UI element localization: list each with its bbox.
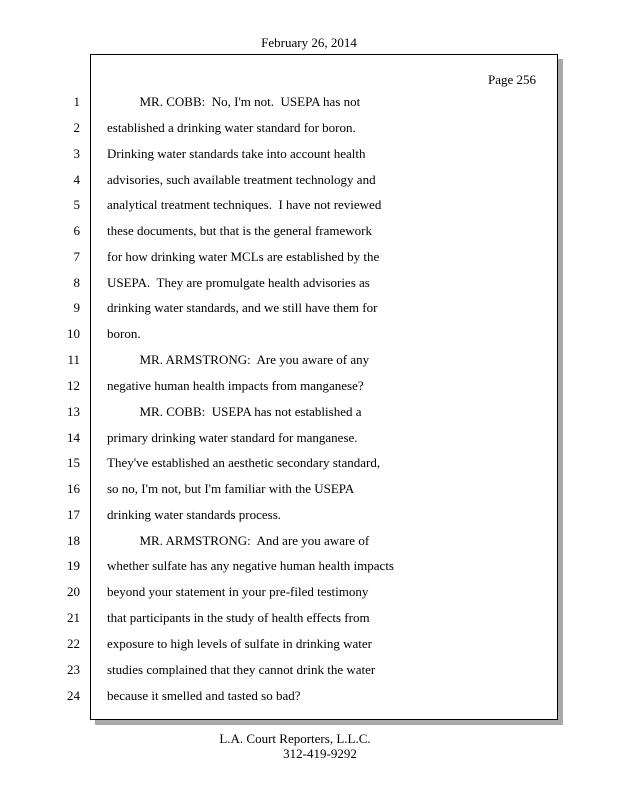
line-text: boron. <box>107 326 141 341</box>
line-number: 7 <box>73 249 80 264</box>
line-text: primary drinking water standard for manganese. <box>107 430 358 445</box>
line-text: MR. COBB: USEPA has not established a <box>107 404 362 419</box>
line-number: 2 <box>73 120 80 135</box>
line-number: 17 <box>67 507 80 522</box>
line-number: 13 <box>67 404 80 419</box>
line-number: 21 <box>67 610 80 625</box>
page-number: Page 256 <box>487 72 536 87</box>
line-text: MR. COBB: No, I'm not. USEPA has not <box>107 94 361 109</box>
header-date: February 26, 2014 <box>261 35 357 50</box>
line-text: beyond your statement in your pre-filed testimony <box>107 584 369 599</box>
line-text: drinking water standards, and we still have them for <box>107 300 378 315</box>
line-text: established a drinking water standard for boron. <box>107 120 356 135</box>
line-text: that participants in the study of health effects from <box>107 610 370 625</box>
line-text: studies complained that they cannot drink the water <box>107 662 376 677</box>
line-text: so no, I'm not, but I'm familiar with the USEPA <box>107 481 355 496</box>
line-text: drinking water standards process. <box>107 507 282 522</box>
line-number: 6 <box>73 223 80 238</box>
line-number: 9 <box>73 300 80 315</box>
line-number: 8 <box>73 275 80 290</box>
line-text: these documents, but that is the general framework <box>107 223 372 238</box>
line-text: for how drinking water MCLs are established by the <box>107 249 380 264</box>
line-number: 3 <box>73 146 80 161</box>
line-text: whether sulfate has any negative human health impacts <box>107 558 394 573</box>
line-text: because it smelled and tasted so bad? <box>107 688 301 703</box>
line-text: advisories, such available treatment technology and <box>107 172 376 187</box>
line-number: 20 <box>67 584 80 599</box>
line-number: 22 <box>67 636 80 651</box>
line-number: 12 <box>67 378 80 393</box>
line-text: exposure to high levels of sulfate in drinking water <box>107 636 372 651</box>
line-number: 24 <box>67 688 80 703</box>
line-number: 18 <box>67 533 80 548</box>
line-number: 23 <box>67 662 80 677</box>
line-number: 19 <box>67 558 80 573</box>
line-text: They've established an aesthetic secondary standard, <box>107 455 381 470</box>
footer-phone: 312-419-9292 <box>283 746 357 761</box>
line-number: 5 <box>73 197 80 212</box>
line-number: 15 <box>67 455 80 470</box>
line-number: 11 <box>67 352 80 367</box>
line-text: analytical treatment techniques. I have not reviewed <box>107 197 382 212</box>
line-number: 1 <box>73 94 80 109</box>
line-number: 10 <box>67 326 80 341</box>
line-text: Drinking water standards take into account health <box>107 146 366 161</box>
line-text: MR. ARMSTRONG: And are you aware of <box>107 533 370 548</box>
line-text: negative human health impacts from manganese? <box>107 378 364 393</box>
line-number: 14 <box>67 430 80 445</box>
line-text: USEPA. They are promulgate health advisories as <box>107 275 370 290</box>
line-number: 4 <box>73 172 80 187</box>
line-number: 16 <box>67 481 80 496</box>
footer-company: L.A. Court Reporters, L.L.C. <box>219 731 371 746</box>
line-text: MR. ARMSTRONG: Are you aware of any <box>107 352 370 367</box>
